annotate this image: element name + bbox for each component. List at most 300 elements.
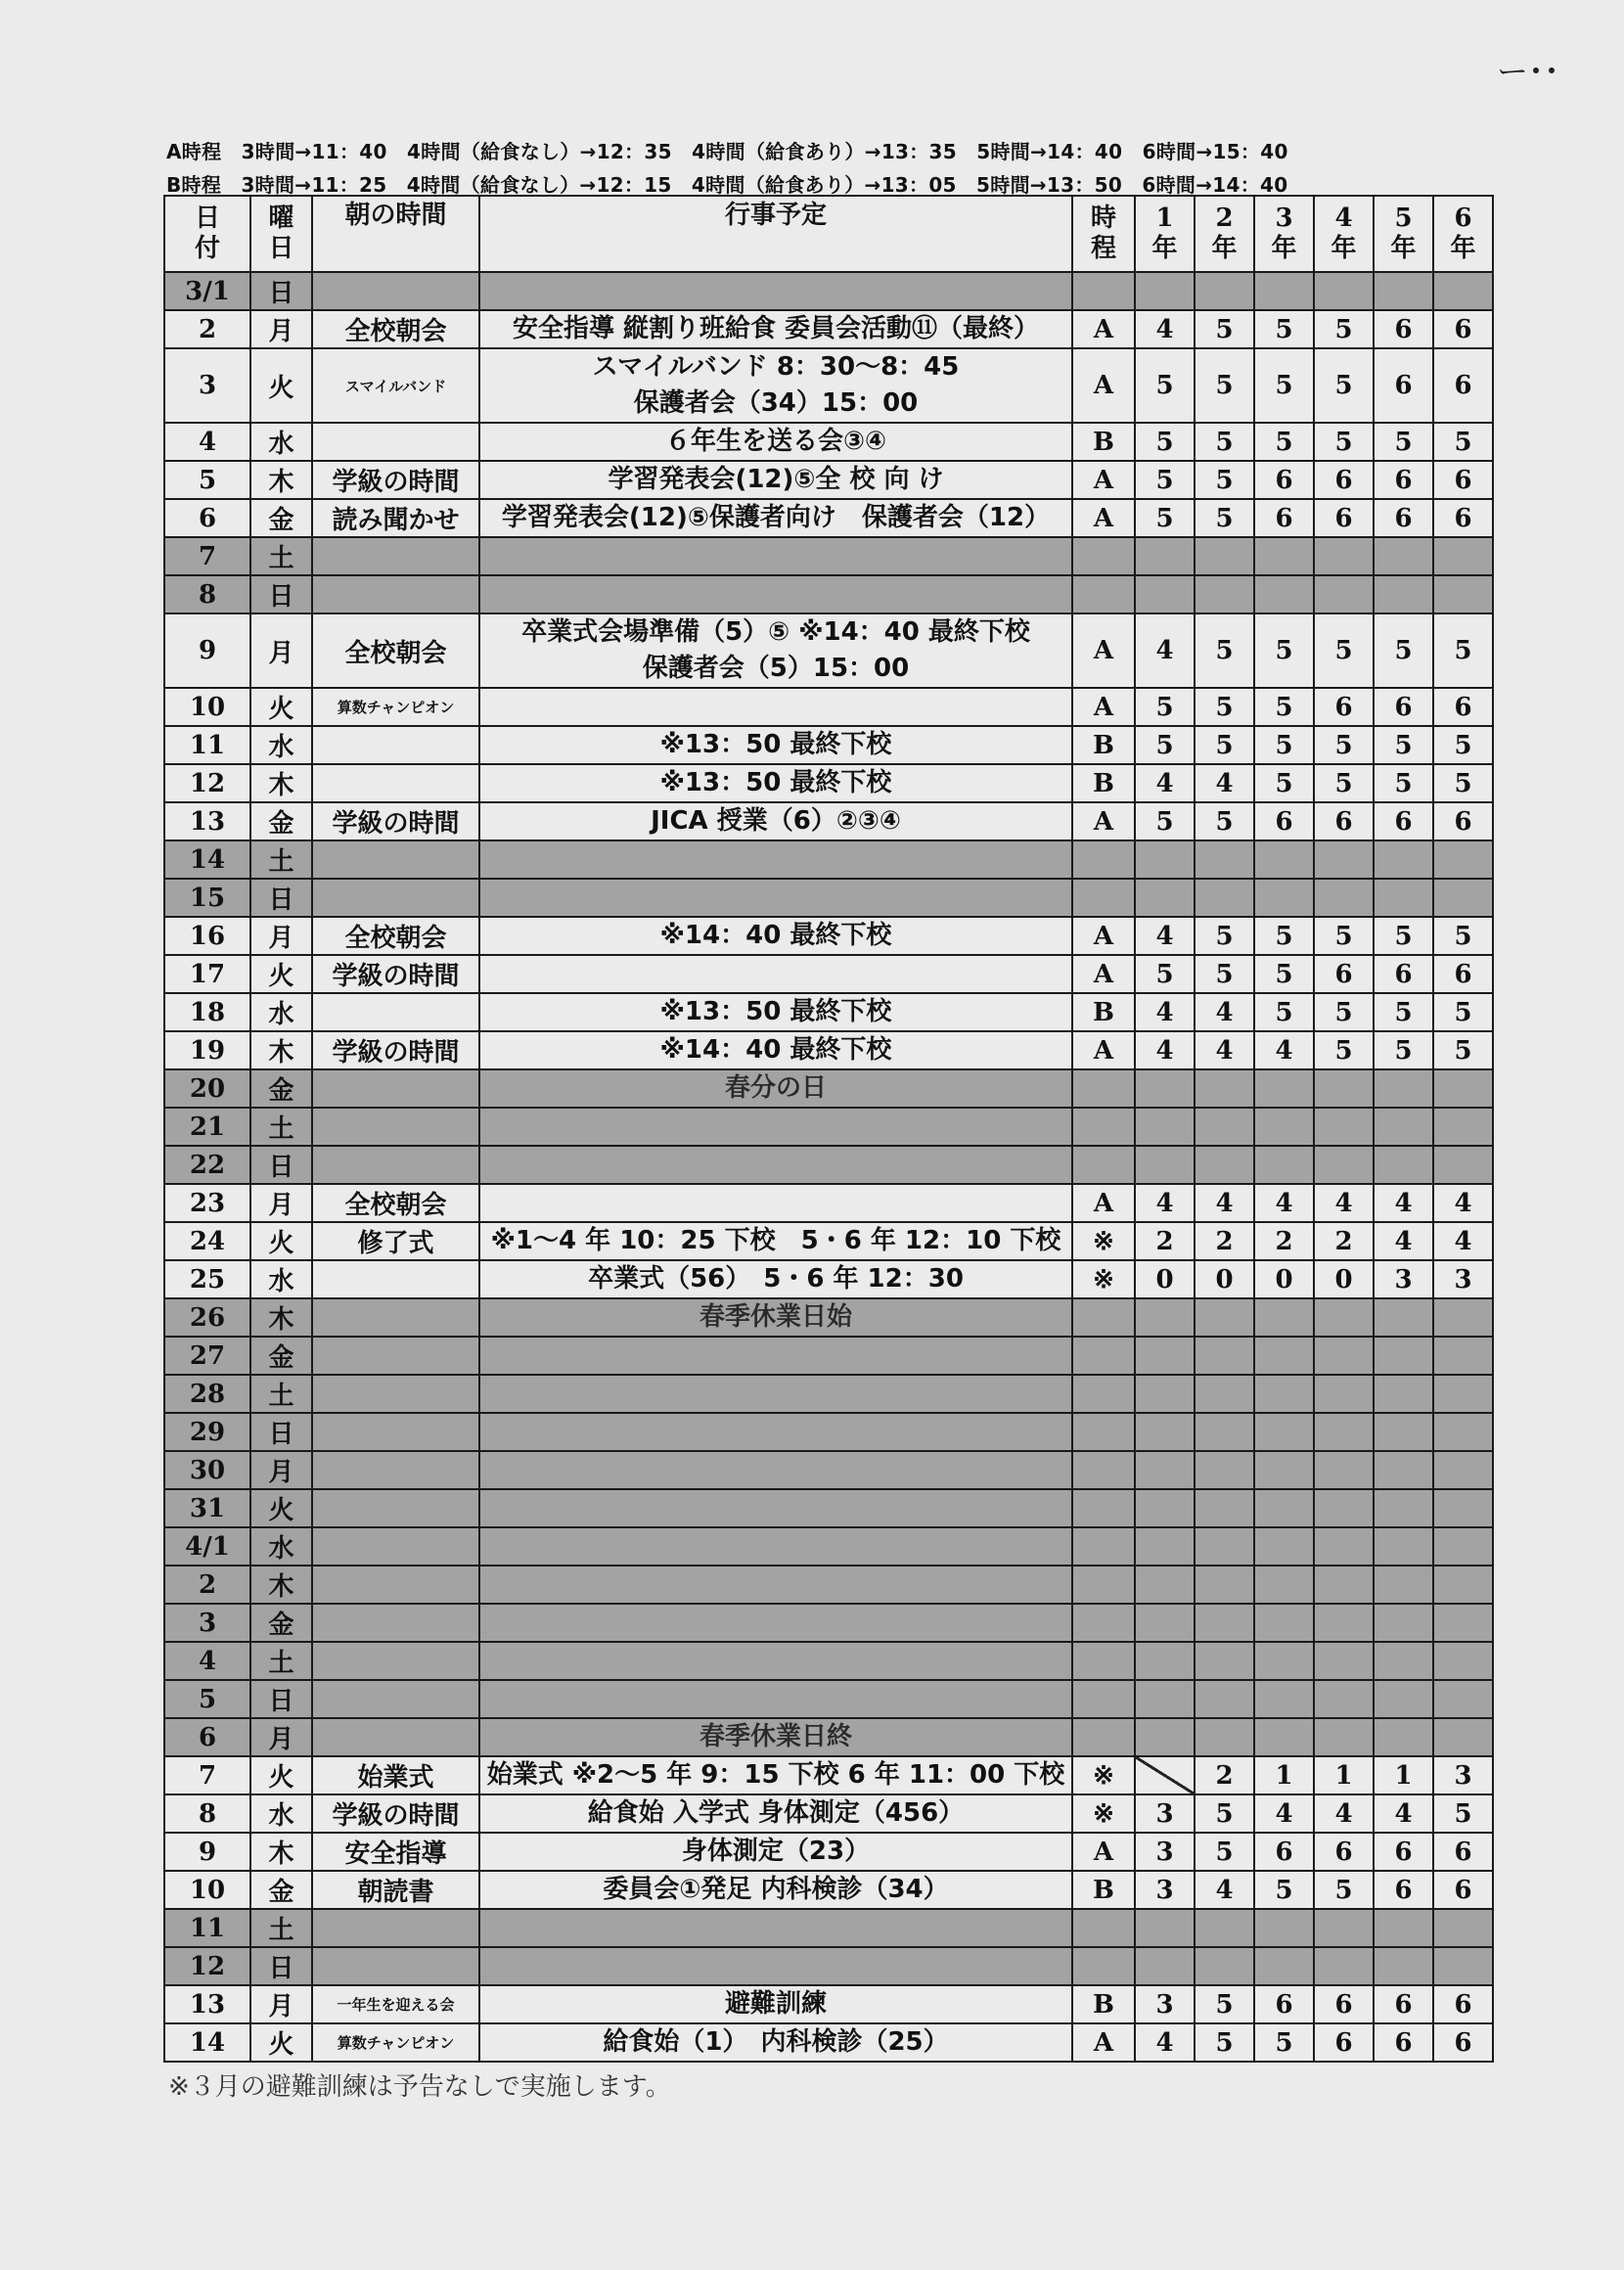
date-cell: 20 <box>164 1069 250 1108</box>
grade-4-periods-cell: 1 <box>1314 1756 1374 1794</box>
event-cell <box>479 688 1072 726</box>
morning-cell <box>312 1069 479 1108</box>
grade-2-periods-cell <box>1195 1909 1254 1947</box>
grade-3-periods-cell: 6 <box>1254 802 1314 840</box>
event-cell: ６年生を送る会③④ <box>479 423 1072 461</box>
morning-cell <box>312 537 479 575</box>
grade-1-periods-cell: 5 <box>1135 461 1195 499</box>
weekday-cell: 水 <box>250 993 312 1031</box>
morning-cell: 学級の時間 <box>312 802 479 840</box>
event-cell <box>479 1566 1072 1604</box>
grade-2-periods-cell: 2 <box>1195 1222 1254 1260</box>
header-events: 行事予定 <box>479 196 1072 272</box>
date-cell: 12 <box>164 1947 250 1985</box>
grade-4-periods-cell <box>1314 1069 1374 1108</box>
grade-1-periods-cell <box>1135 879 1195 917</box>
event-cell <box>479 1947 1072 1985</box>
schedule-row <box>164 1642 1493 1680</box>
event-cell: 委員会①発足 内科検診（34） <box>479 1871 1072 1909</box>
morning-cell <box>312 840 479 879</box>
schedule-row <box>164 575 1493 613</box>
grade-6-periods-cell: 6 <box>1433 1985 1493 2023</box>
grade-4-periods-cell <box>1314 1718 1374 1756</box>
grade-5-periods-cell <box>1374 1337 1433 1375</box>
date-cell: 23 <box>164 1184 250 1222</box>
weekday-cell: 金 <box>250 499 312 537</box>
grade-3-periods-cell <box>1254 879 1314 917</box>
schedule-row <box>164 688 1493 726</box>
grade-3-periods-cell: 6 <box>1254 461 1314 499</box>
event-cell <box>479 1413 1072 1451</box>
schedule-row <box>164 1413 1493 1451</box>
weekday-cell: 金 <box>250 1337 312 1375</box>
grade-6-periods-cell: 4 <box>1433 1222 1493 1260</box>
grade-6-periods-cell: 5 <box>1433 993 1493 1031</box>
grade-1-periods-cell: 4 <box>1135 764 1195 802</box>
grade-2-periods-cell: 4 <box>1195 1871 1254 1909</box>
weekday-cell: 火 <box>250 2023 312 2062</box>
morning-cell: スマイルバンド <box>312 348 479 423</box>
event-cell: 安全指導 縦割り班給食 委員会活動⑪（最終） <box>479 310 1072 348</box>
grade-4-periods-cell: 6 <box>1314 2023 1374 2062</box>
grade-3-periods-cell <box>1254 1108 1314 1146</box>
weekday-cell: 土 <box>250 1375 312 1413</box>
grade-4-periods-cell <box>1314 575 1374 613</box>
weekday-cell: 金 <box>250 802 312 840</box>
event-cell: ※13：50 最終下校 <box>479 726 1072 764</box>
morning-cell <box>312 1642 479 1680</box>
weekday-cell: 水 <box>250 1260 312 1298</box>
morning-cell <box>312 1527 479 1566</box>
grade-5-periods-cell <box>1374 537 1433 575</box>
grade-6-periods-cell <box>1433 1146 1493 1184</box>
grade-2-periods-cell: 5 <box>1195 1985 1254 2023</box>
grade-1-periods-cell: 4 <box>1135 993 1195 1031</box>
grade-3-periods-cell: 6 <box>1254 1833 1314 1871</box>
grade-3-periods-cell <box>1254 1298 1314 1337</box>
schedule-row <box>164 1871 1493 1909</box>
morning-cell <box>312 1337 479 1375</box>
grade-2-periods-cell: 5 <box>1195 955 1254 993</box>
grade-4-periods-cell <box>1314 1375 1374 1413</box>
grade-2-periods-cell: 5 <box>1195 1794 1254 1833</box>
grade-1-periods-cell <box>1135 537 1195 575</box>
grade-1-periods-cell <box>1135 1337 1195 1375</box>
grade-3-periods-cell <box>1254 1375 1314 1413</box>
schedule-row <box>164 1756 1493 1794</box>
grade-1-periods-cell <box>1135 1298 1195 1337</box>
grade-1-periods-cell <box>1135 1527 1195 1566</box>
event-cell: ※1～4 年 10：25 下校 5・6 年 12：10 下校 <box>479 1222 1072 1260</box>
grade-3-periods-cell: 0 <box>1254 1260 1314 1298</box>
weekday-cell: 土 <box>250 840 312 879</box>
grade-3-periods-cell: 6 <box>1254 1985 1314 2023</box>
grade-2-periods-cell: 5 <box>1195 802 1254 840</box>
grade-3-periods-cell <box>1254 575 1314 613</box>
weekday-cell: 日 <box>250 575 312 613</box>
grade-1-periods-cell <box>1135 1756 1195 1794</box>
event-cell: 卒業式会場準備（5）⑤ ※14：40 最終下校 保護者会（5）15：00 <box>479 613 1072 688</box>
grade-2-periods-cell: 5 <box>1195 348 1254 423</box>
morning-cell <box>312 1413 479 1451</box>
morning-cell: 学級の時間 <box>312 1031 479 1069</box>
date-cell: 24 <box>164 1222 250 1260</box>
schedule-row <box>164 1031 1493 1069</box>
grade-3-periods-cell: 5 <box>1254 423 1314 461</box>
schedule-row <box>164 1909 1493 1947</box>
grade-6-periods-cell: 6 <box>1433 310 1493 348</box>
schedule-type-cell: A <box>1072 613 1135 688</box>
event-cell <box>479 1642 1072 1680</box>
grade-3-periods-cell <box>1254 1527 1314 1566</box>
schedule-row <box>164 726 1493 764</box>
date-cell: 12 <box>164 764 250 802</box>
schedule-type-cell: A <box>1072 1833 1135 1871</box>
grade-5-periods-cell: 5 <box>1374 726 1433 764</box>
grade-6-periods-cell: 6 <box>1433 1833 1493 1871</box>
grade-1-periods-cell: 5 <box>1135 726 1195 764</box>
date-cell: 3 <box>164 1604 250 1642</box>
grade-6-periods-cell: 6 <box>1433 461 1493 499</box>
date-cell: 27 <box>164 1337 250 1375</box>
grade-5-periods-cell <box>1374 1298 1433 1337</box>
grade-2-periods-cell: 2 <box>1195 1756 1254 1794</box>
schedule-times <box>166 135 1497 202</box>
weekday-cell: 月 <box>250 310 312 348</box>
schedule-row <box>164 1527 1493 1566</box>
grade-6-periods-cell <box>1433 1680 1493 1718</box>
grade-4-periods-cell: 5 <box>1314 310 1374 348</box>
grade-5-periods-cell: 6 <box>1374 348 1433 423</box>
header-weekday: 曜 日 <box>250 196 312 272</box>
schedule-type-cell: A <box>1072 310 1135 348</box>
corner-pen-mark: ー･･ <box>1497 53 1560 90</box>
morning-cell <box>312 1947 479 1985</box>
grade-6-periods-cell <box>1433 1909 1493 1947</box>
header-schedule: 時 程 <box>1072 196 1135 272</box>
grade-2-periods-cell: 5 <box>1195 2023 1254 2062</box>
grade-1-periods-cell <box>1135 1069 1195 1108</box>
morning-cell: 始業式 <box>312 1756 479 1794</box>
date-cell: 14 <box>164 840 250 879</box>
grade-5-periods-cell <box>1374 840 1433 879</box>
date-cell: 10 <box>164 1871 250 1909</box>
grade-4-periods-cell <box>1314 272 1374 310</box>
schedule-type-cell: B <box>1072 1871 1135 1909</box>
weekday-cell: 火 <box>250 1489 312 1527</box>
morning-cell: 読み聞かせ <box>312 499 479 537</box>
event-cell: JICA 授業（6）②③④ <box>479 802 1072 840</box>
schedule-type-cell: ※ <box>1072 1222 1135 1260</box>
grade-6-periods-cell <box>1433 879 1493 917</box>
grade-1-periods-cell: 4 <box>1135 613 1195 688</box>
grade-3-periods-cell: 5 <box>1254 993 1314 1031</box>
grade-2-periods-cell: 0 <box>1195 1260 1254 1298</box>
grade-2-periods-cell <box>1195 1069 1254 1108</box>
grade-5-periods-cell: 6 <box>1374 2023 1433 2062</box>
grade-5-periods-cell: 6 <box>1374 802 1433 840</box>
date-cell: 5 <box>164 1680 250 1718</box>
grade-1-periods-cell <box>1135 1146 1195 1184</box>
grade-2-periods-cell: 4 <box>1195 1184 1254 1222</box>
grade-6-periods-cell <box>1433 1566 1493 1604</box>
event-cell <box>479 1909 1072 1947</box>
grade-2-periods-cell <box>1195 1146 1254 1184</box>
schedule-row <box>164 1566 1493 1604</box>
weekday-cell: 火 <box>250 348 312 423</box>
event-cell: 春季休業日終 <box>479 1718 1072 1756</box>
morning-cell: 一年生を迎える会 <box>312 1985 479 2023</box>
grade-5-periods-cell <box>1374 1718 1433 1756</box>
morning-cell <box>312 423 479 461</box>
grade-3-periods-cell: 4 <box>1254 1794 1314 1833</box>
weekday-cell: 金 <box>250 1604 312 1642</box>
morning-cell: 学級の時間 <box>312 1794 479 1833</box>
date-cell: 14 <box>164 2023 250 2062</box>
schedule-type-cell <box>1072 575 1135 613</box>
grade-3-periods-cell: 5 <box>1254 688 1314 726</box>
grade-5-periods-cell: 6 <box>1374 461 1433 499</box>
weekday-cell: 木 <box>250 1031 312 1069</box>
grade-3-periods-cell: 5 <box>1254 310 1314 348</box>
schedule-type-cell <box>1072 840 1135 879</box>
grade-3-periods-cell: 6 <box>1254 499 1314 537</box>
morning-cell <box>312 1566 479 1604</box>
schedule-type-cell <box>1072 1947 1135 1985</box>
schedule-row <box>164 764 1493 802</box>
weekday-cell: 月 <box>250 917 312 955</box>
morning-cell <box>312 1718 479 1756</box>
morning-cell <box>312 1298 479 1337</box>
grade-1-periods-cell <box>1135 1718 1195 1756</box>
schedule-type-cell <box>1072 1069 1135 1108</box>
date-cell: 9 <box>164 1833 250 1871</box>
weekday-cell: 日 <box>250 272 312 310</box>
grade-4-periods-cell: 5 <box>1314 1871 1374 1909</box>
grade-5-periods-cell: 5 <box>1374 1031 1433 1069</box>
morning-cell <box>312 1909 479 1947</box>
grade-2-periods-cell <box>1195 1489 1254 1527</box>
header-grade-3: 3 年 <box>1254 196 1314 272</box>
schedule-type-cell: A <box>1072 499 1135 537</box>
grade-2-periods-cell <box>1195 840 1254 879</box>
morning-cell <box>312 1260 479 1298</box>
grade-2-periods-cell <box>1195 879 1254 917</box>
b-schedule-line: B時程 3時間→11：25 4時間（給食なし）→12：15 4時間（給食あり）→13：05 5時間→13：50 6時間→14：40 <box>166 173 1288 197</box>
date-cell: 21 <box>164 1108 250 1146</box>
schedule-row <box>164 537 1493 575</box>
grade-3-periods-cell <box>1254 1413 1314 1451</box>
grade-6-periods-cell <box>1433 1069 1493 1108</box>
grade-4-periods-cell: 5 <box>1314 348 1374 423</box>
grade-1-periods-cell <box>1135 1909 1195 1947</box>
grade-3-periods-cell: 5 <box>1254 2023 1314 2062</box>
morning-cell <box>312 272 479 310</box>
grade-3-periods-cell: 2 <box>1254 1222 1314 1260</box>
grade-2-periods-cell: 4 <box>1195 1031 1254 1069</box>
schedule-type-cell <box>1072 1146 1135 1184</box>
weekday-cell: 土 <box>250 1642 312 1680</box>
schedule-type-cell: B <box>1072 993 1135 1031</box>
grade-6-periods-cell: 6 <box>1433 955 1493 993</box>
grade-5-periods-cell <box>1374 1108 1433 1146</box>
grade-4-periods-cell: 2 <box>1314 1222 1374 1260</box>
schedule-type-cell: ※ <box>1072 1794 1135 1833</box>
date-cell: 2 <box>164 1566 250 1604</box>
event-cell: 始業式 ※2～5 年 9：15 下校 6 年 11：00 下校 <box>479 1756 1072 1794</box>
weekday-cell: 火 <box>250 1756 312 1794</box>
schedule-row <box>164 1298 1493 1337</box>
grade-2-periods-cell <box>1195 1947 1254 1985</box>
grade-6-periods-cell: 6 <box>1433 499 1493 537</box>
grade-5-periods-cell <box>1374 1680 1433 1718</box>
schedule-type-cell: B <box>1072 764 1135 802</box>
grade-2-periods-cell <box>1195 1718 1254 1756</box>
grade-4-periods-cell <box>1314 1909 1374 1947</box>
date-cell: 4 <box>164 1642 250 1680</box>
grade-6-periods-cell: 5 <box>1433 1794 1493 1833</box>
weekday-cell: 月 <box>250 613 312 688</box>
grade-3-periods-cell <box>1254 1489 1314 1527</box>
date-cell: 25 <box>164 1260 250 1298</box>
grade-5-periods-cell: 5 <box>1374 423 1433 461</box>
grade-1-periods-cell <box>1135 840 1195 879</box>
schedule-type-cell <box>1072 1909 1135 1947</box>
event-cell <box>479 575 1072 613</box>
weekday-cell: 月 <box>250 1718 312 1756</box>
grade-5-periods-cell: 5 <box>1374 917 1433 955</box>
event-cell: ※13：50 最終下校 <box>479 993 1072 1031</box>
a-schedule-line: A時程 3時間→11：40 4時間（給食なし）→12：35 4時間（給食あり）→13：35 5時間→14：40 6時間→15：40 <box>166 140 1288 163</box>
event-cell: 春季休業日始 <box>479 1298 1072 1337</box>
grade-4-periods-cell: 5 <box>1314 764 1374 802</box>
grade-3-periods-cell <box>1254 1451 1314 1489</box>
schedule-type-cell <box>1072 1527 1135 1566</box>
date-cell: 15 <box>164 879 250 917</box>
morning-cell: 学級の時間 <box>312 461 479 499</box>
grade-3-periods-cell <box>1254 1604 1314 1642</box>
grade-6-periods-cell: 6 <box>1433 802 1493 840</box>
grade-5-periods-cell: 6 <box>1374 1985 1433 2023</box>
grade-6-periods-cell <box>1433 1642 1493 1680</box>
table-header-row <box>164 196 1493 272</box>
grade-1-periods-cell <box>1135 1680 1195 1718</box>
event-cell <box>479 1337 1072 1375</box>
grade-5-periods-cell: 4 <box>1374 1222 1433 1260</box>
schedule-row <box>164 1947 1493 1985</box>
schedule-type-cell <box>1072 1375 1135 1413</box>
grade-1-periods-cell: 4 <box>1135 1031 1195 1069</box>
weekday-cell: 木 <box>250 1566 312 1604</box>
weekday-cell: 土 <box>250 1108 312 1146</box>
grade-1-periods-cell: 3 <box>1135 1794 1195 1833</box>
weekday-cell: 金 <box>250 1069 312 1108</box>
grade-6-periods-cell <box>1433 537 1493 575</box>
grade-6-periods-cell <box>1433 1718 1493 1756</box>
grade-5-periods-cell <box>1374 1642 1433 1680</box>
grade-6-periods-cell <box>1433 840 1493 879</box>
grade-5-periods-cell <box>1374 879 1433 917</box>
date-cell: 10 <box>164 688 250 726</box>
schedule-row <box>164 955 1493 993</box>
grade-4-periods-cell <box>1314 1604 1374 1642</box>
grade-5-periods-cell <box>1374 1069 1433 1108</box>
schedule-type-cell: A <box>1072 802 1135 840</box>
grade-5-periods-cell: 6 <box>1374 1833 1433 1871</box>
schedule-type-cell: A <box>1072 2023 1135 2062</box>
grade-5-periods-cell: 4 <box>1374 1184 1433 1222</box>
grade-4-periods-cell: 0 <box>1314 1260 1374 1298</box>
weekday-cell: 水 <box>250 423 312 461</box>
event-cell: ※14：40 最終下校 <box>479 917 1072 955</box>
schedule-row <box>164 1108 1493 1146</box>
grade-6-periods-cell <box>1433 1489 1493 1527</box>
grade-3-periods-cell <box>1254 1337 1314 1375</box>
event-cell <box>479 1146 1072 1184</box>
morning-cell: 算数チャンピオン <box>312 688 479 726</box>
grade-6-periods-cell: 4 <box>1433 1184 1493 1222</box>
grade-2-periods-cell: 5 <box>1195 1833 1254 1871</box>
grade-2-periods-cell <box>1195 537 1254 575</box>
grade-5-periods-cell: 4 <box>1374 1794 1433 1833</box>
schedule-row <box>164 423 1493 461</box>
weekday-cell: 日 <box>250 879 312 917</box>
morning-cell <box>312 1680 479 1718</box>
grade-2-periods-cell <box>1195 1604 1254 1642</box>
grade-2-periods-cell <box>1195 1642 1254 1680</box>
grade-5-periods-cell: 6 <box>1374 310 1433 348</box>
event-cell: 身体測定（23） <box>479 1833 1072 1871</box>
grade-3-periods-cell <box>1254 1069 1314 1108</box>
schedule-type-cell <box>1072 1680 1135 1718</box>
grade-6-periods-cell <box>1433 272 1493 310</box>
grade-6-periods-cell <box>1433 1947 1493 1985</box>
grade-6-periods-cell: 5 <box>1433 726 1493 764</box>
schedule-type-cell <box>1072 1451 1135 1489</box>
grade-3-periods-cell: 5 <box>1254 955 1314 993</box>
weekday-cell: 火 <box>250 955 312 993</box>
grade-1-periods-cell: 4 <box>1135 2023 1195 2062</box>
event-cell <box>479 955 1072 993</box>
grade-2-periods-cell: 4 <box>1195 764 1254 802</box>
schedule-type-cell: A <box>1072 461 1135 499</box>
grade-5-periods-cell <box>1374 1604 1433 1642</box>
grade-3-periods-cell: 5 <box>1254 613 1314 688</box>
schedule-type-cell <box>1072 1298 1135 1337</box>
grade-5-periods-cell: 6 <box>1374 688 1433 726</box>
event-cell: 春分の日 <box>479 1069 1072 1108</box>
grade-1-periods-cell <box>1135 1489 1195 1527</box>
event-cell <box>479 1108 1072 1146</box>
grade-6-periods-cell <box>1433 1413 1493 1451</box>
event-cell <box>479 1680 1072 1718</box>
grade-1-periods-cell <box>1135 1604 1195 1642</box>
grade-4-periods-cell: 5 <box>1314 1031 1374 1069</box>
grade-5-periods-cell: 6 <box>1374 955 1433 993</box>
grade-2-periods-cell: 5 <box>1195 461 1254 499</box>
grade-4-periods-cell: 5 <box>1314 993 1374 1031</box>
schedule-type-cell <box>1072 879 1135 917</box>
event-cell: 卒業式（56） 5・6 年 12：30 <box>479 1260 1072 1298</box>
schedule-row <box>164 917 1493 955</box>
grade-6-periods-cell: 3 <box>1433 1756 1493 1794</box>
schedule-type-cell <box>1072 1566 1135 1604</box>
grade-4-periods-cell: 4 <box>1314 1184 1374 1222</box>
grade-1-periods-cell: 4 <box>1135 310 1195 348</box>
header-grade-6: 6 年 <box>1433 196 1493 272</box>
grade-5-periods-cell <box>1374 1146 1433 1184</box>
grade-4-periods-cell: 6 <box>1314 1833 1374 1871</box>
